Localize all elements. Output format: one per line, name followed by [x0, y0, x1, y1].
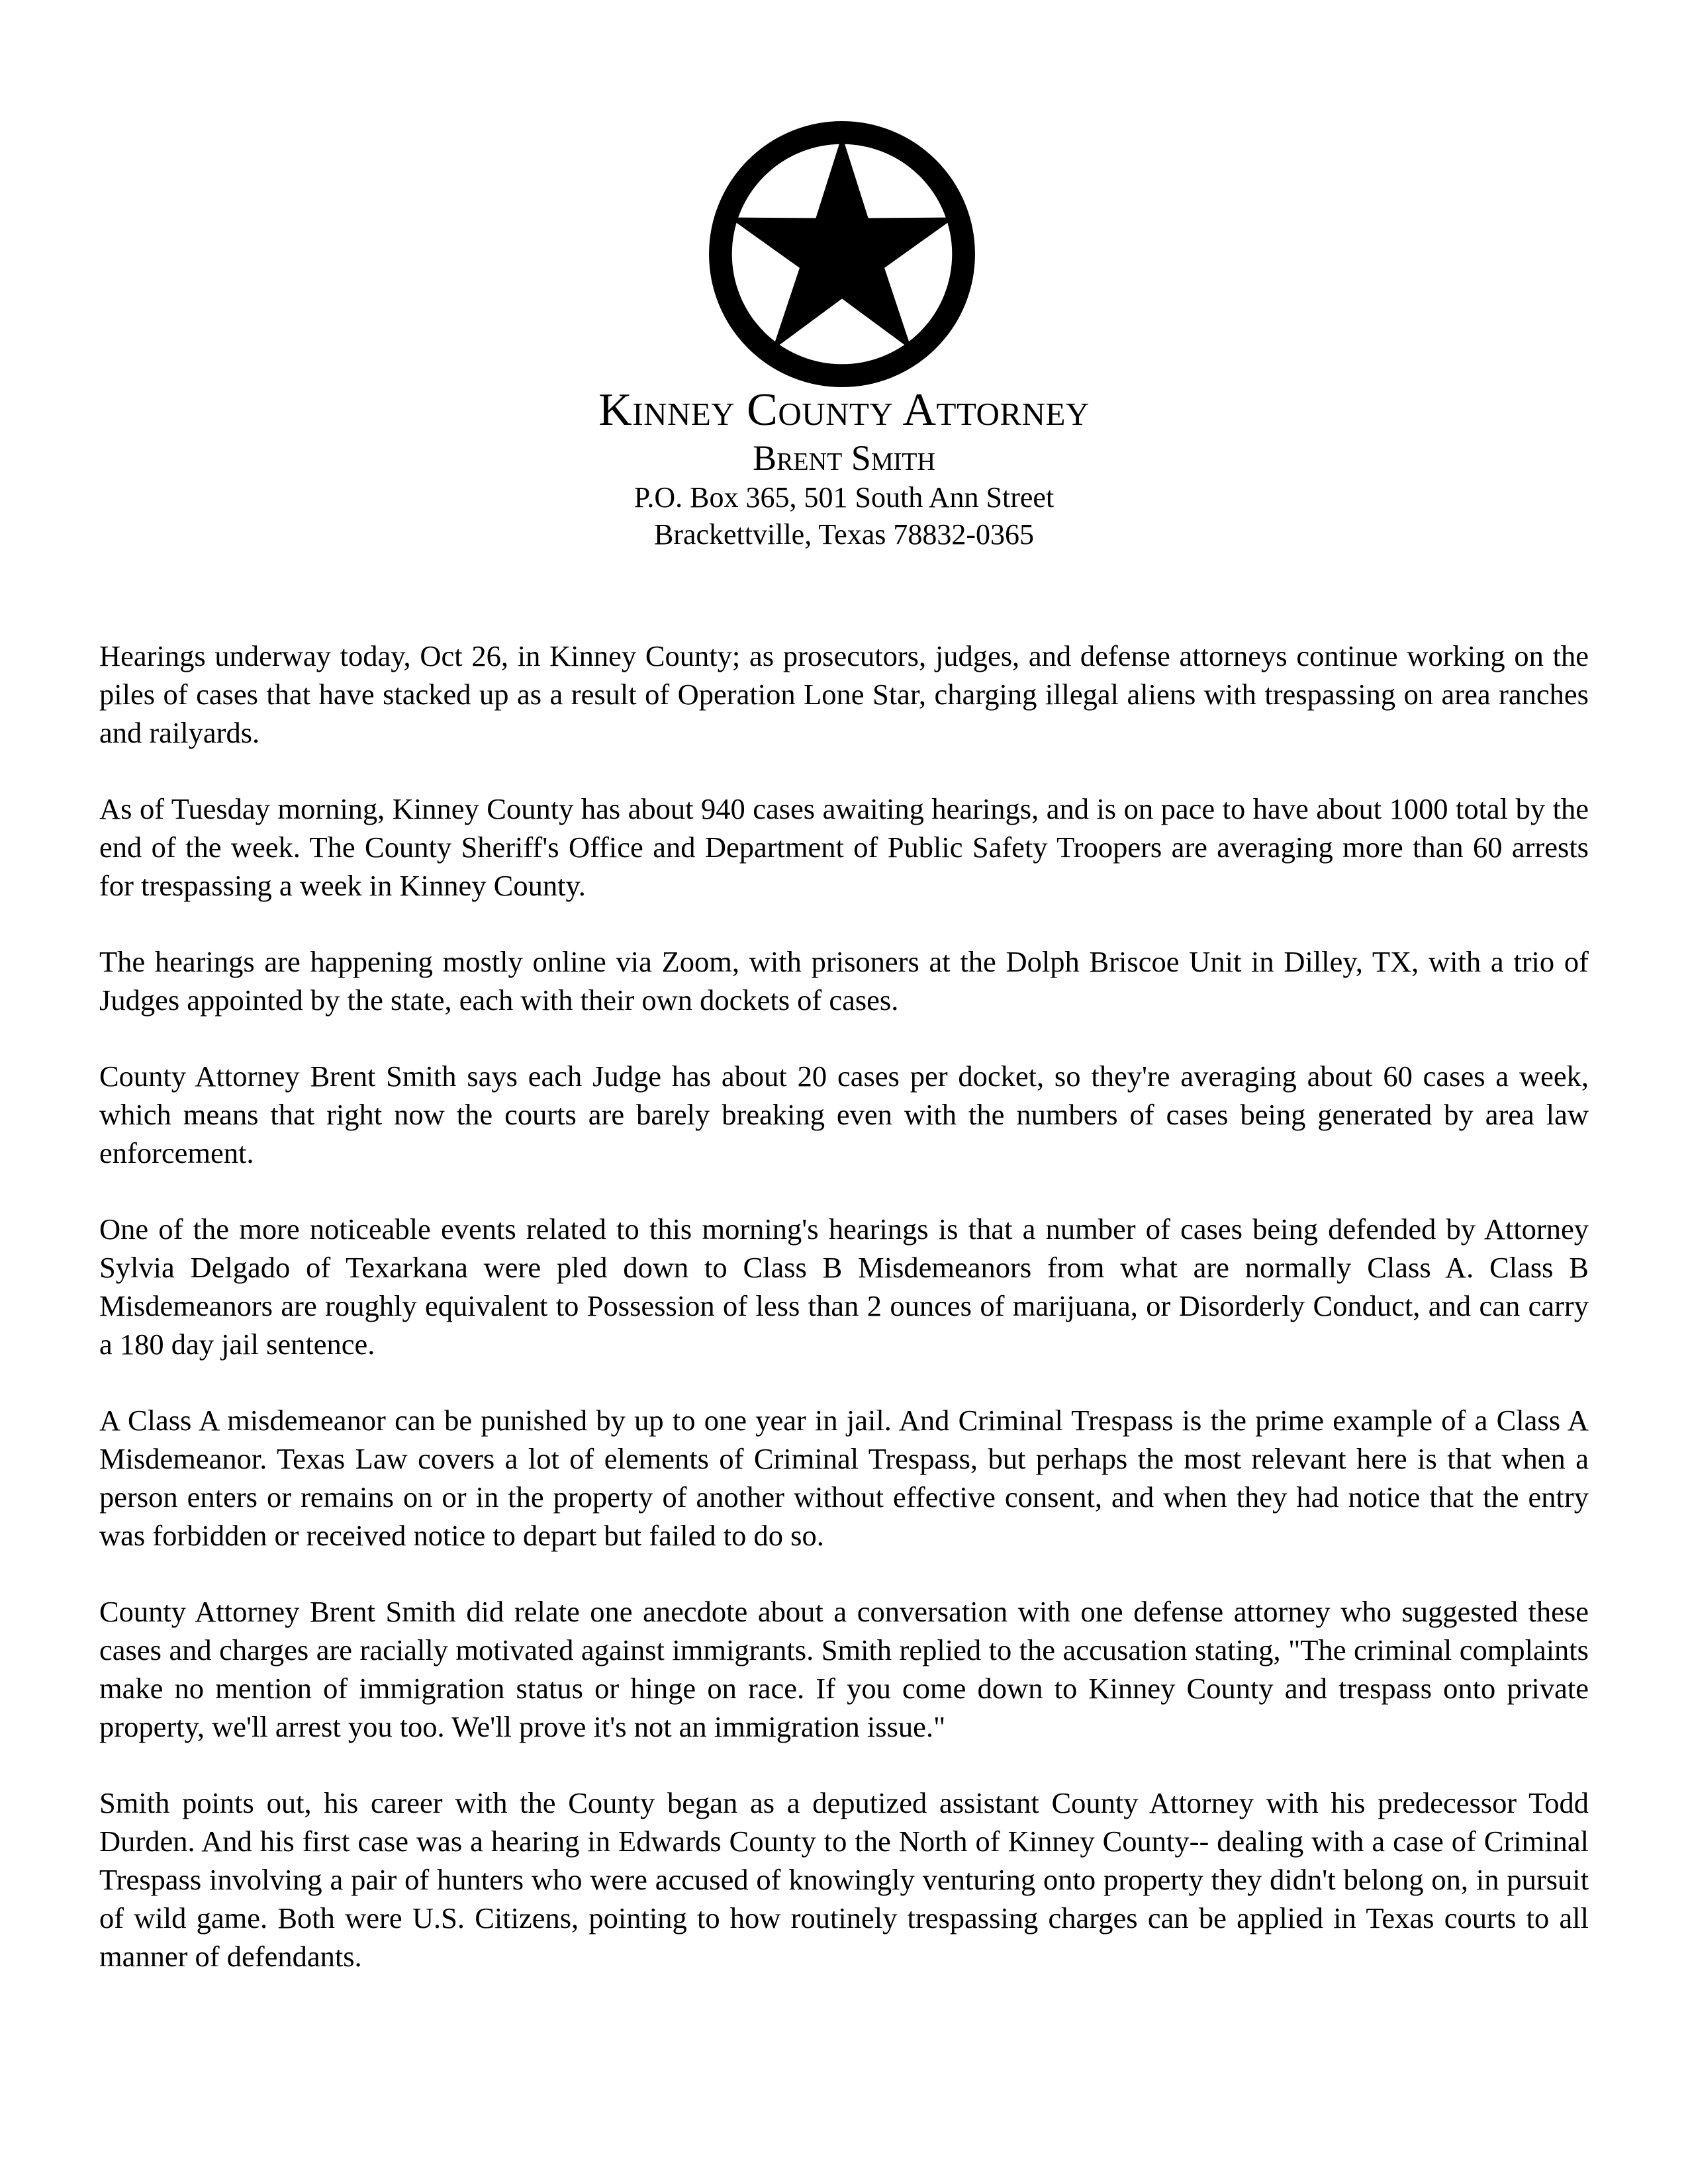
paragraph: The hearings are happening mostly online via Zoom, with prisoners at the Dolph Briscoe Unit in Dilley, TX, with a trio of Judges appointed by the state, each with their own dockets of cases. — [99, 945, 1589, 1017]
attorney-name: Brent Smith — [753, 438, 935, 478]
office-title: Kinney County Attorney — [598, 385, 1090, 435]
paragraph: Hearings underway today, Oct 26, in Kinney County; as prosecutors, judges, and defense attorneys continue working on the piles of cases that have stacked up as a result of Operation Lone Star, charging illegal aliens with trespassing on area ranches and railyards. — [99, 639, 1589, 749]
paragraph: Smith points out, his career with the County began as a deputized assistant County Attorney with his predecessor Todd Durden. And his first case was a hearing in Edwards County to the North of Kinney County-- dealing with a case of Criminal Trespass involving a pair of hunters who were accused of knowingly venturing onto property they didn't belong on, in pursuit of wild game. Both were U.S. Citizens, pointing to how routinely trespassing charges can be applied in Texas courts to all manner of defendants. — [99, 1786, 1589, 1973]
star-seal-icon — [707, 119, 977, 389]
address-line-1: P.O. Box 365, 501 South Ann Street — [633, 481, 1055, 514]
paragraph: County Attorney Brent Smith says each Judge has about 20 cases per docket, so they're averaging about 60 cases a week, which means that right now the courts are barely breaking even with the numbers of cases being generated by area law enforcement. — [99, 1060, 1589, 1169]
address-line-2: Brackettville, Texas 78832-0365 — [653, 518, 1035, 551]
paragraph: As of Tuesday morning, Kinney County has about 940 cases awaiting hearings, and is on pace to have about 1000 total by the end of the week. The County Sheriff's Office and Department of Public Safety Troopers are averaging more than 60 arrests for trespassing a week in Kinney County. — [99, 792, 1589, 902]
letterhead — [0, 384, 1688, 553]
paragraph: County Attorney Brent Smith did relate one anecdote about a conversation with one defense attorney who suggested these cases and charges are racially motivated against immigrants. Smith replied to the accusation stating, "The criminal complaints make no mention of immigration status or hinge on race. If you come down to Kinney County and trespass onto private property, we'll arrest you too. We'll prove it's not an immigration issue." — [99, 1595, 1589, 1743]
article-body — [99, 637, 1589, 2013]
paragraph: A Class A misdemeanor can be punished by up to one year in jail. And Criminal Trespass is the prime example of a Class A Misdemeanor. Texas Law covers a lot of elements of Criminal Trespass, but perhaps the most relevant here is that when a person enters or remains on or in the property of another without effective consent, and when they had notice that the entry was forbidden or received notice to depart but failed to do so. — [99, 1404, 1589, 1552]
paragraph: One of the more noticeable events related to this morning's hearings is that a number of cases being defended by Attorney Sylvia Delgado of Texarkana were pled down to Class B Misdemeanors from what are normally Class A. Class B Misdemeanors are roughly equivalent to Possession of less than 2 ounces of marijuana, or Disorderly Conduct, and can carry a 180 day jail sentence. — [99, 1212, 1589, 1361]
